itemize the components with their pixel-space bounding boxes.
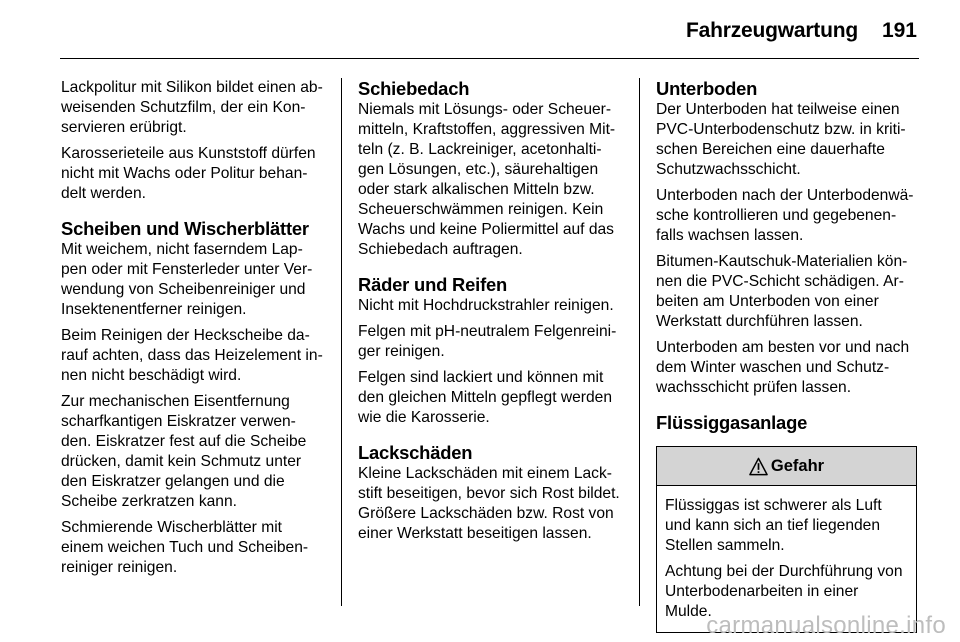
heading-scheiben: Scheiben und Wischerblätter: [61, 218, 309, 239]
text-line: weisenden Schutzfilm, der ein Kon-: [61, 99, 306, 116]
heading-raeder: Räder und Reifen: [358, 274, 508, 295]
paragraph-wischerblaetter: [61, 518, 329, 578]
page-title: Fahrzeugwartung: [685, 19, 858, 42]
text-line: schen Bereichen eine dauerhafte: [656, 141, 885, 158]
text-line: Mit weichem, nicht faserndem Lap-: [61, 241, 303, 258]
text-line: gen Lösungen, etc.), säurehaltigen: [358, 161, 599, 178]
text-line: Unterbodenarbeiten in einer: [665, 583, 859, 600]
page-header: [0, 0, 960, 60]
warning-header: [657, 447, 916, 486]
text-line: nen nicht beschädigt wird.: [61, 367, 242, 384]
text-line: Schmierende Wischerblätter mit: [61, 519, 282, 536]
text-line: rauf achten, dass das Heizelement in-: [61, 347, 323, 364]
text-line: pen oder mit Fensterleder unter Ver-: [61, 261, 313, 278]
warning-box: [656, 446, 917, 633]
text-line: sche kontrollieren und gegebenen-: [656, 207, 897, 224]
text-line: Unterboden am besten vor und nach: [656, 339, 910, 356]
paragraph-eisentfernung: [61, 392, 329, 512]
text-line: dem Winter waschen und Schutz-: [656, 359, 890, 376]
text-line: den. Eiskratzer fest auf die Scheibe: [61, 433, 307, 450]
paragraph-lackschaeden: [358, 464, 624, 544]
text-line: Felgen mit pH-neutralem Felgenreini-: [358, 323, 617, 340]
text-line: Niemals mit Lösungs- oder Scheuer-: [358, 101, 612, 118]
column-divider-1: [341, 78, 342, 606]
paragraph-lackpolitur: [61, 78, 329, 138]
text-line: und kann sich an tief liegenden: [665, 517, 881, 534]
text-line: ger reinigen.: [358, 343, 445, 360]
text-line: Mulde.: [665, 603, 712, 620]
text-line: Wachs und keine Poliermittel auf das: [358, 221, 614, 238]
text-line: einer Werkstatt beseitigen lassen.: [358, 525, 592, 542]
text-line: servieren erübrigt.: [61, 119, 187, 136]
warning-title: Gefahr: [770, 457, 825, 475]
text-line: delt werden.: [61, 185, 146, 202]
text-line: Der Unterboden hat teilweise einen: [656, 101, 900, 118]
paragraph-unterbodenwaesche: [656, 186, 922, 246]
heading-fluessiggasanlage: Flüssiggasanlage: [656, 412, 808, 433]
text-line: Flüssiggas ist schwerer als Luft: [665, 497, 882, 514]
text-line: Lackpolitur mit Silikon bildet einen ab-: [61, 79, 323, 96]
paragraph-winter: [656, 338, 922, 398]
text-line: Bitumen-Kautschuk-Materialien kön-: [656, 253, 908, 270]
text-line: Stellen sammeln.: [665, 537, 785, 554]
text-line: nen die PVC-Schicht schädigen. Ar-: [656, 273, 904, 290]
text-line: Schutzwachsschicht.: [656, 161, 801, 178]
text-line: oder stark alkalischen Mitteln bzw.: [358, 181, 595, 198]
column-divider-2: [639, 78, 640, 606]
text-line: reiniger reinigen.: [61, 559, 178, 576]
paragraph-unterbodenschutz: [656, 100, 922, 180]
paragraph-felgen-lackiert: [358, 368, 624, 428]
column-1: [61, 78, 329, 584]
paragraph-hochdruck: [358, 296, 624, 316]
text-line: den Eiskratzer gelangen und die: [61, 473, 285, 490]
paragraph-kunststoff: [61, 144, 329, 204]
text-line: nicht mit Wachs oder Politur behan-: [61, 165, 308, 182]
warning-body: [657, 486, 916, 632]
text-line: falls wachsen lassen.: [656, 227, 804, 244]
text-line: einem weichen Tuch und Scheiben-: [61, 539, 309, 556]
paragraph-felgenreiniger: [358, 322, 624, 362]
text-line: scharfkantigen Eiskratzer verwen-: [61, 413, 296, 430]
text-line: wachsschicht prüfen lassen.: [656, 379, 852, 396]
text-line: Scheuerschwämmen reinigen. Kein: [358, 201, 604, 218]
text-line: Schiebedach auftragen.: [358, 241, 523, 258]
text-line: Unterboden nach der Unterbodenwä-: [656, 187, 914, 204]
text-line: Kleine Lackschäden mit einem Lack-: [358, 465, 612, 482]
text-line: Zur mechanischen Eisentfernung: [61, 393, 290, 410]
watermark: carmanualsonline.info: [706, 612, 946, 639]
column-2: [358, 78, 624, 550]
heading-schiebedach: Schiebedach: [358, 78, 470, 99]
text-line: Felgen sind lackiert und können mit: [358, 369, 604, 386]
paragraph-schiebedach: [358, 100, 624, 260]
paragraph-fluessiggas: [665, 496, 908, 556]
text-line: Nicht mit Hochdruckstrahler reinigen.: [358, 297, 614, 314]
text-line: Beim Reinigen der Heckscheibe da-: [61, 327, 310, 344]
text-line: beiten am Unterboden von einer: [656, 293, 879, 310]
page-number: 191: [881, 19, 917, 42]
heading-lackschaeden: Lackschäden: [358, 442, 473, 463]
text-line: Scheibe zerkratzen kann.: [61, 493, 237, 510]
column-3: [656, 78, 922, 633]
paragraph-bitumen: [656, 252, 922, 332]
heading-unterboden: Unterboden: [656, 78, 758, 99]
text-line: Größere Lackschäden bzw. Rost von: [358, 505, 614, 522]
text-line: teln (z. B. Lackreiniger, acetonhalti-: [358, 141, 602, 158]
header-rule: [60, 58, 919, 59]
text-line: wie die Karosserie.: [358, 409, 490, 426]
text-line: mitteln, Kraftstoffen, aggressiven Mit-: [358, 121, 616, 138]
text-line: Werkstatt durchführen lassen.: [656, 313, 863, 330]
warning-triangle-icon: [749, 457, 768, 476]
text-line: stift beseitigen, bevor sich Rost bildet.: [358, 485, 620, 502]
text-line: wendung von Scheibenreiniger und: [61, 281, 306, 298]
paragraph-heckscheibe: [61, 326, 329, 386]
text-line: Achtung bei der Durchführung von: [665, 563, 903, 580]
text-line: Insektenentferner reinigen.: [61, 301, 247, 318]
text-line: drücken, damit kein Schmutz unter: [61, 453, 302, 470]
text-line: PVC-Unterbodenschutz bzw. in kriti-: [656, 121, 906, 138]
text-line: Karosserieteile aus Kunststoff dürfen: [61, 145, 316, 162]
text-line: den gleichen Mitteln gepflegt werden: [358, 389, 612, 406]
paragraph-lappen: [61, 240, 329, 320]
